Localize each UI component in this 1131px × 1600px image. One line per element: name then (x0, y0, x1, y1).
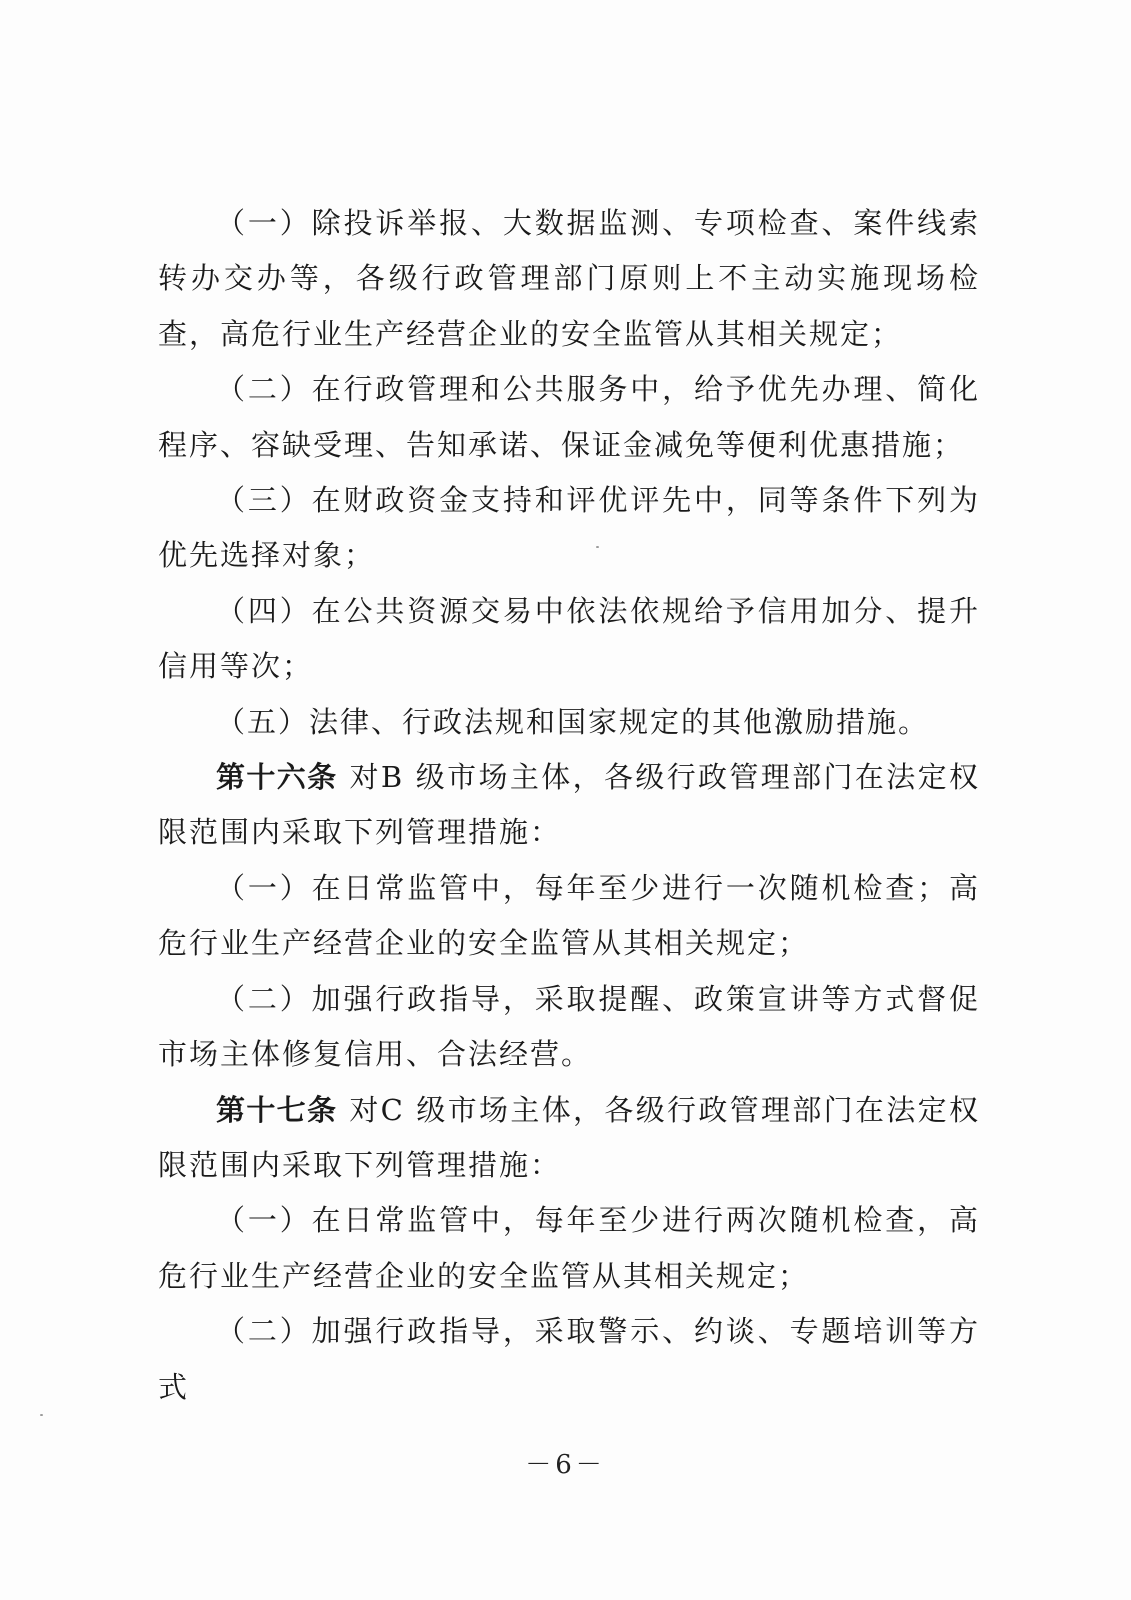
paragraph-4 (158, 584, 980, 695)
paragraph-3 (158, 473, 980, 584)
paragraph-text: （二）加强行政指导，采取警示、约谈、专题培训等方式 (158, 1314, 980, 1404)
paragraph-text: （一）在日常监管中，每年至少进行两次随机检查，高危行业生产经营企业的安全监管从其相关规定； (158, 1203, 980, 1293)
article-17 (158, 1083, 980, 1194)
paragraph-1 (158, 196, 980, 362)
paragraph-text: （一）除投诉举报、大数据监测、专项检查、案件线索转办交办等，各级行政管理部门原则上不主动实施现场检查，高危行业生产经营企业的安全监管从其相关规定； (158, 206, 980, 351)
page-number: －6－ (525, 1450, 606, 1480)
paragraph-text: （二）在行政管理和公共服务中，给予优先办理、简化程序、容缺受理、告知承诺、保证金减免等便利优惠措施； (158, 372, 980, 462)
paragraph-text: （三）在财政资金支持和评优评先中，同等条件下列为优先选择对象； (158, 483, 980, 573)
paragraph-text: （二）加强行政指导，采取提醒、政策宣讲等方式督促市场主体修复信用、合法经营。 (158, 981, 980, 1072)
paragraph-11 (158, 1304, 980, 1415)
paragraph-text: （五）法律、行政法规和国家规定的其他激励措施。 (216, 704, 930, 739)
paragraph-2 (158, 362, 980, 473)
paragraph-text: 对C 级市场主体，各级行政管理部门在法定权限范围内采取下列管理措施： (158, 1092, 980, 1182)
paragraph-text: （四）在公共资源交易中依法依规给予信用加分、提升信用等次； (158, 593, 980, 684)
paragraph-8 (158, 972, 980, 1083)
paragraph-text: （一）在日常监管中，每年至少进行一次随机检查；高危行业生产经营企业的安全监管从其相关规定； (158, 870, 980, 961)
scan-speck (40, 1414, 43, 1416)
scan-speck (596, 546, 599, 548)
paragraph-10 (158, 1193, 980, 1304)
paragraph-7 (158, 861, 980, 972)
paragraph-text: 对B 级市场主体，各级行政管理部门在法定权限范围内采取下列管理措施： (158, 760, 980, 850)
article-heading: 第十七条 (216, 1092, 338, 1127)
body-text (158, 196, 980, 1415)
article-heading: 第十六条 (216, 760, 338, 795)
paragraph-5 (158, 695, 980, 750)
article-16 (158, 750, 980, 861)
